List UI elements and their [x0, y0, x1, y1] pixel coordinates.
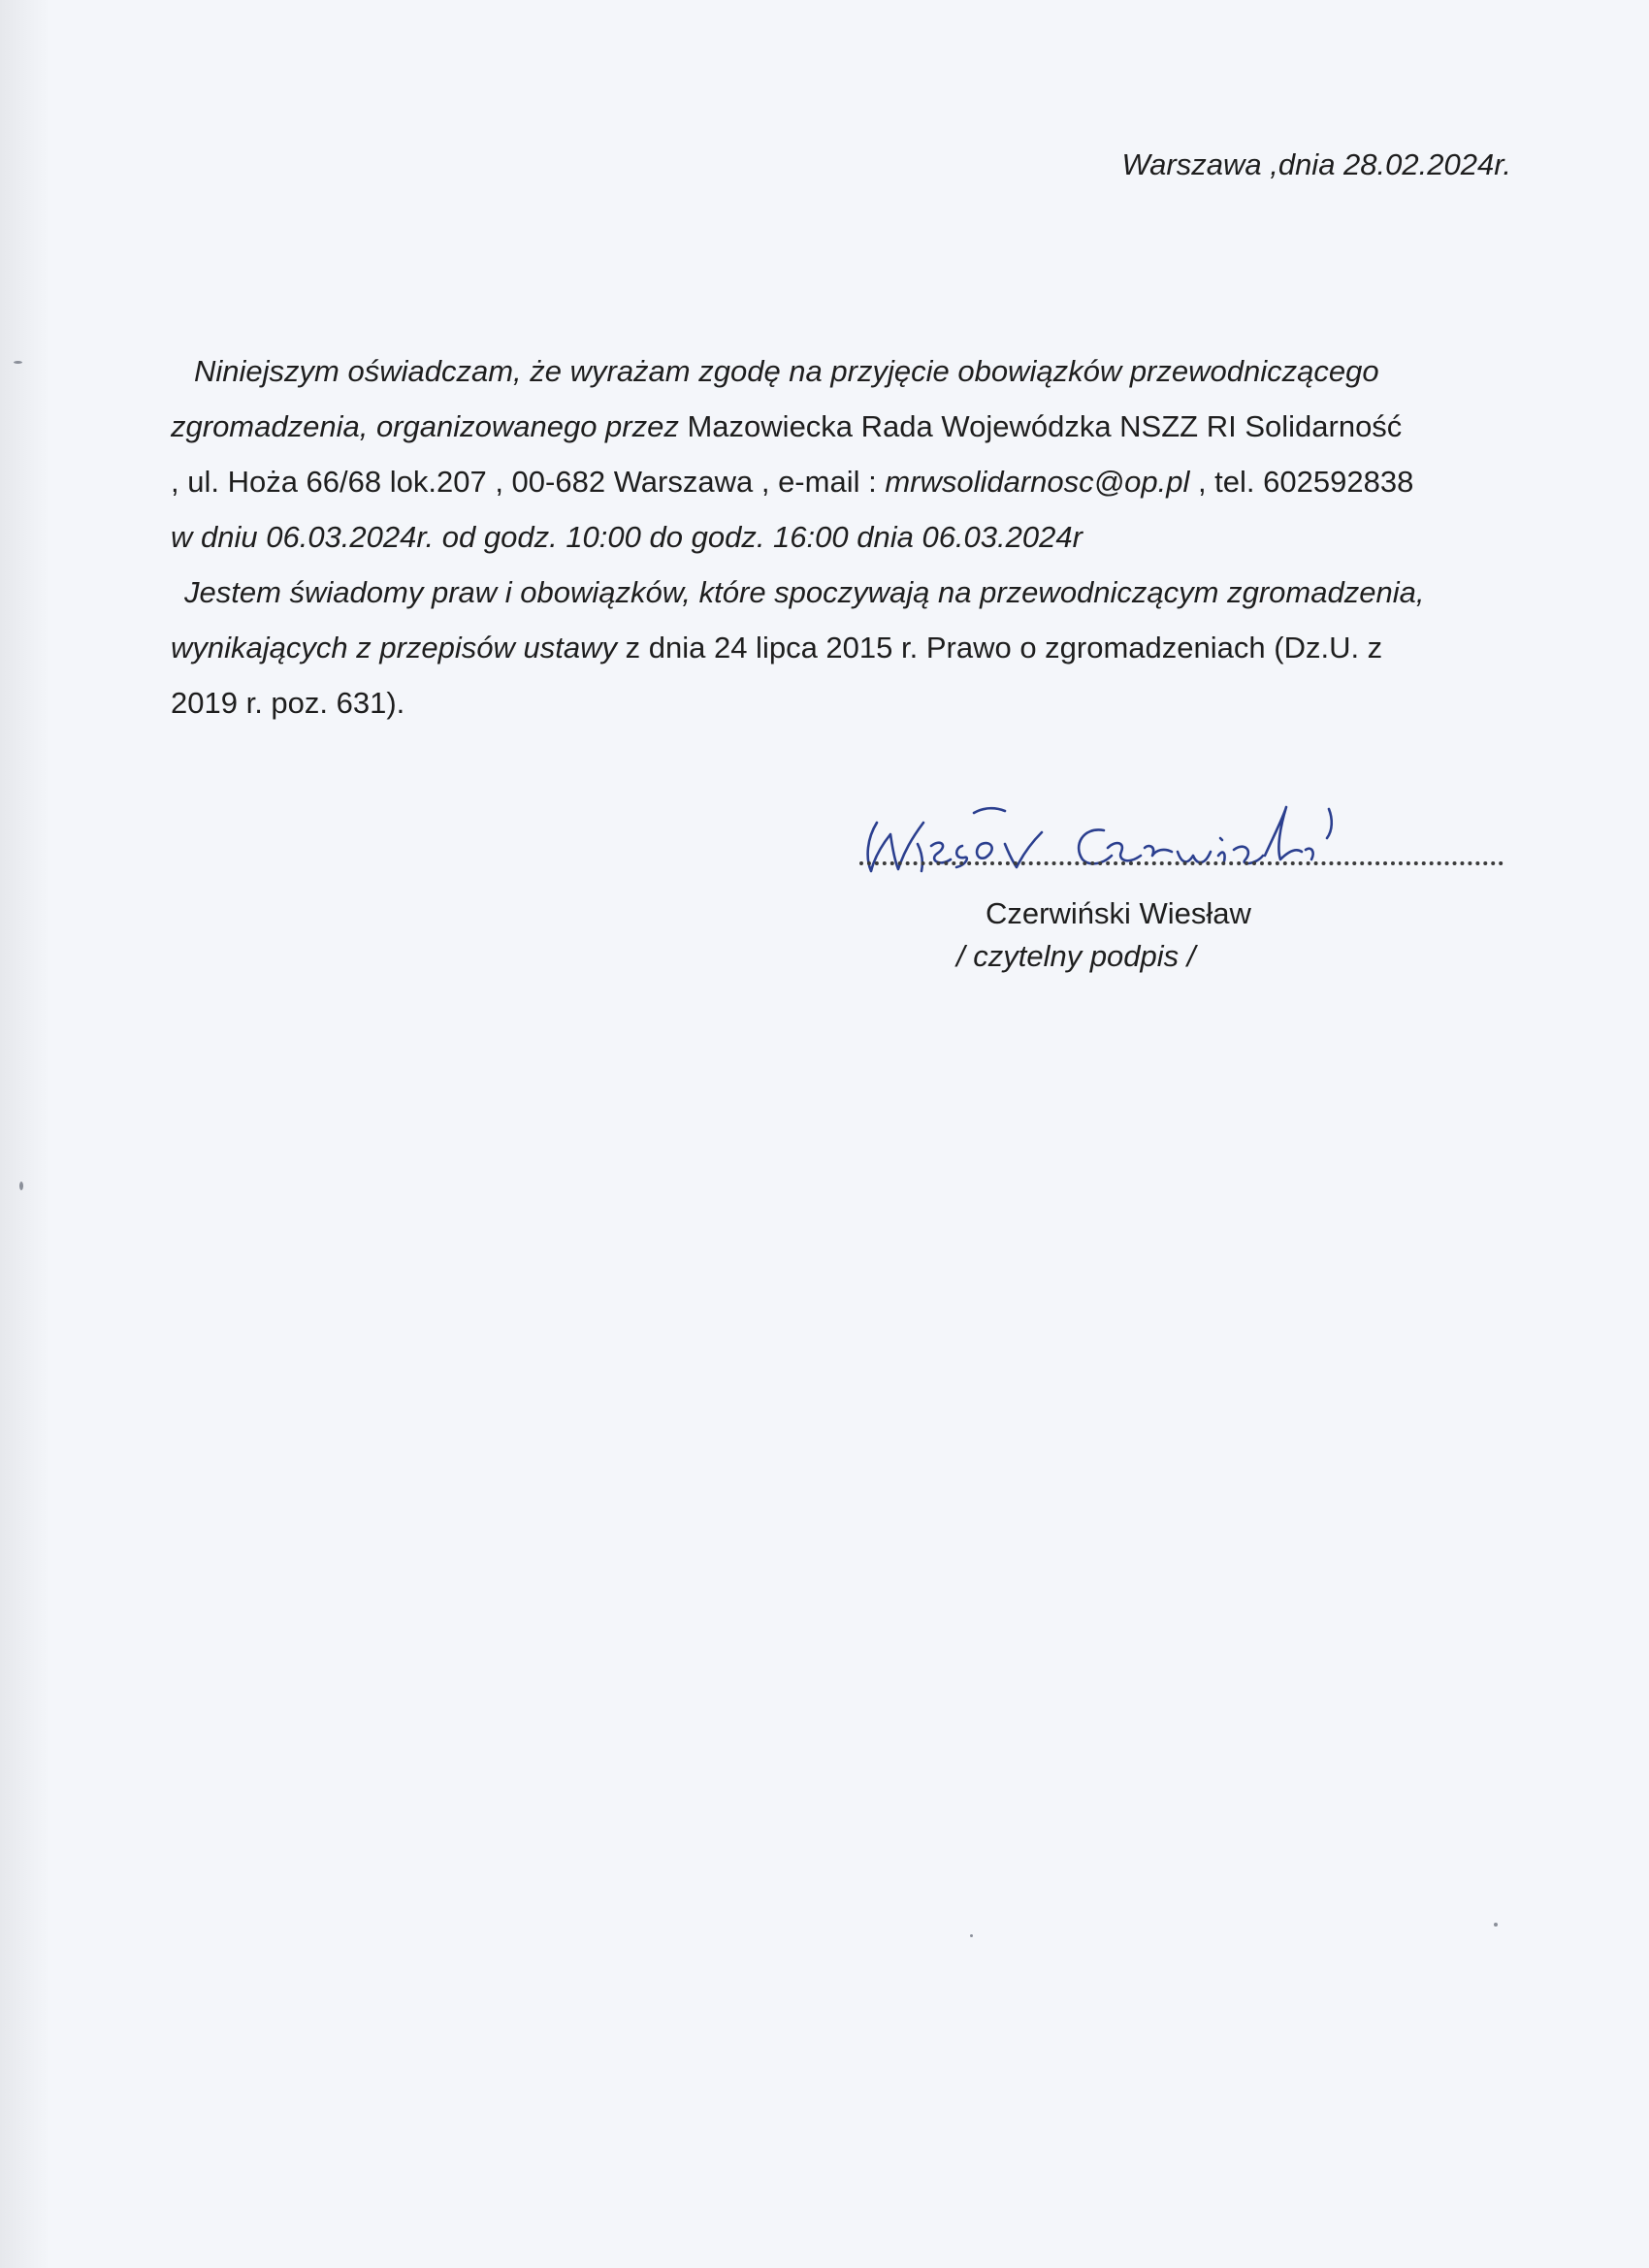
body-line-2	[171, 399, 1519, 454]
body-line-2-italic: zgromadzenia, organizowanego przez	[171, 409, 688, 443]
address: , ul. Hoża 66/68 lok.207 , 00-682 Warszawa , e-mail :	[171, 465, 886, 499]
body-line-7: 2019 r. poz. 631).	[171, 686, 405, 720]
scan-speck	[19, 1182, 23, 1190]
signatory-name: Czerwiński Wiesław	[986, 896, 1251, 930]
body-line-6	[171, 620, 1519, 675]
signature-dotted-line	[859, 861, 1504, 865]
body-line-1: Niniejszym oświadczam, że wyrażam zgodę na przyjęcie obowiązków przewodniczącego	[194, 354, 1379, 388]
scan-shadow	[0, 0, 50, 2268]
handwritten-signature	[854, 788, 1513, 894]
signature-note: / czytelny podpis /	[956, 939, 1196, 973]
body-line-6-italic: wynikających z przepisów ustawy	[171, 631, 618, 664]
body-line-4: w dniu 06.03.2024r. od godz. 10:00 do godz. 16:00 dnia 06.03.2024r	[171, 520, 1083, 554]
scan-speck	[970, 1934, 973, 1937]
body-line-6-regular: z dnia 24 lipca 2015 r. Prawo o zgromadzeniach (Dz.U. z	[617, 631, 1383, 664]
email-address[interactable]: mrwsolidarnosc@op.pl	[885, 465, 1190, 499]
body-line-3	[171, 454, 1519, 509]
phone: , tel. 602592838	[1189, 465, 1414, 499]
organizer-name: Mazowiecka Rada Wojewódzka NSZZ RI Solidarność	[687, 409, 1403, 443]
scan-speck	[1494, 1923, 1498, 1927]
body-line-5: Jestem świadomy praw i obowiązków, które spoczywają na przewodniczącym zgromadzenia,	[184, 575, 1425, 609]
declaration-text	[171, 343, 1519, 730]
scan-speck	[14, 361, 22, 364]
date-line: Warszawa ,dnia 28.02.2024r.	[1121, 147, 1511, 181]
